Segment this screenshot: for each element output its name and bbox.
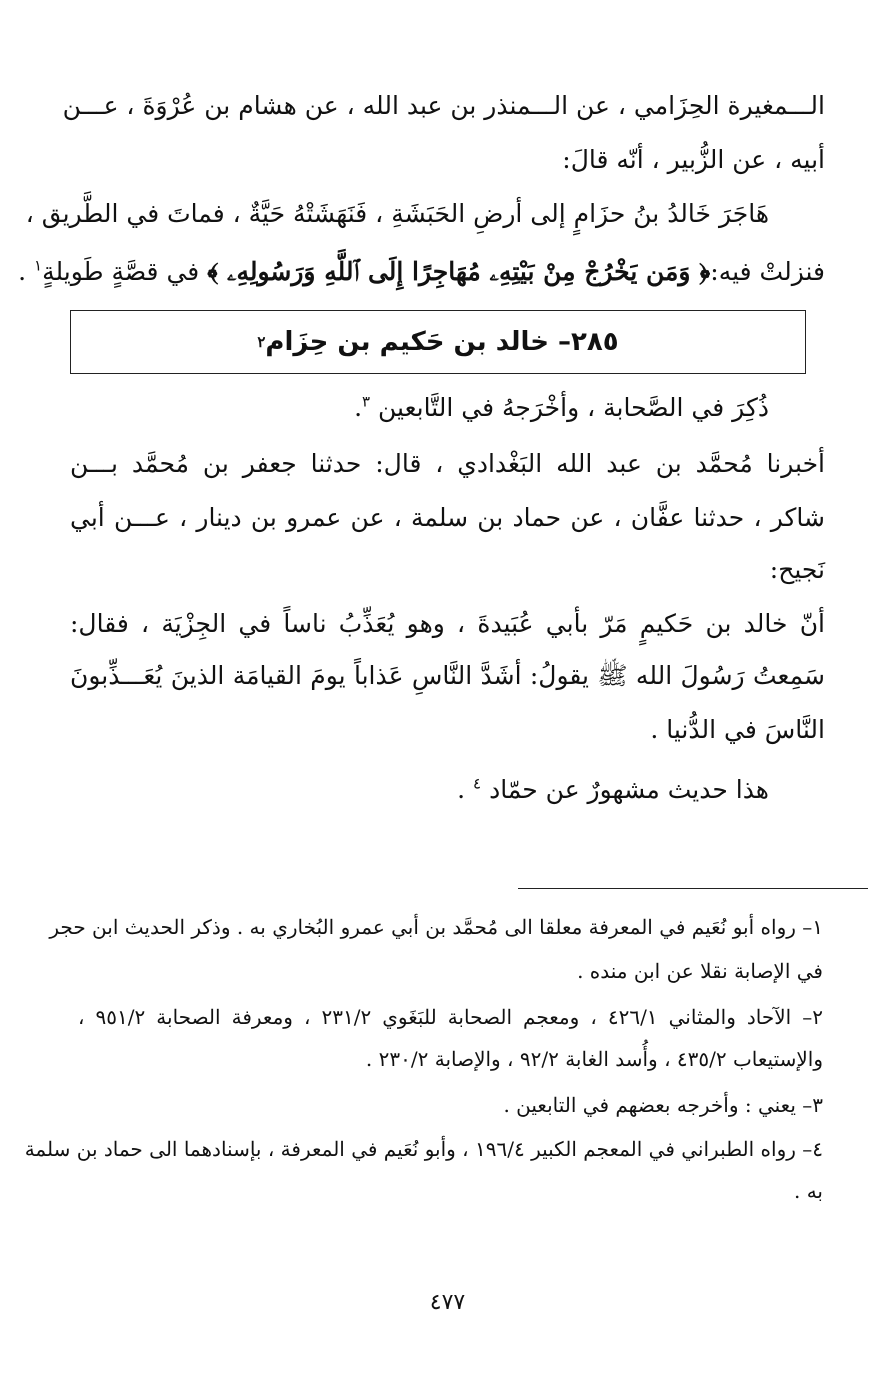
text-line: سَمِعتُ رَسُولَ الله ﷺ يقولُ: أشَدَّ النَّاسِ عَذاباً يومَ القيامَة الذينَ يُعَـــذِّبونَ [70, 661, 825, 690]
line-end: . [457, 775, 474, 804]
text-line-quran [18, 254, 825, 294]
text-line: الـــمغيرة الحِزَامي ، عن الـــمنذر بن عبد الله ، عن هشام بن عُرْوَةَ ، عـــن [62, 91, 825, 120]
text-line [70, 390, 769, 430]
footnote-separator [518, 888, 868, 889]
line-suffix: في قصَّةٍ طَويلةٍ [42, 257, 208, 286]
text-line: شاكر ، حدثنا عفَّان ، عن حماد بن سلمة ، عن عمرو بن دينار ، عـــن أبي [70, 503, 825, 532]
footnote-line: ٤– رواه الطبراني في المعجم الكبير ١٩٦/٤ ، وأبو نُعَيم في المعرفة ، بإسنادهما الى حماد بن سلمة [24, 1137, 823, 1161]
section-title-box: ٢٨٥– خالد بن حَكيم بن حِزَام ٢ [70, 310, 806, 374]
text-line: أخبرنا مُحمَّد بن عبد الله البَغْدادي ، قال: حدثنا جعفر بن مُحمَّد بـــن [70, 449, 825, 478]
section-title: ٢٨٥– خالد بن حَكيم بن حِزَام [265, 327, 619, 357]
footnote-ref: ٤ [473, 774, 482, 793]
text-line: النَّاسَ في الدُّنيا . [650, 715, 825, 744]
line-prefix: فنزلتْ فيه: [710, 257, 825, 286]
text-line: أنّ خالد بن حَكيمٍ مَرّ بأبي عُبَيدةَ ، وهو يُعَذِّبُ ناساً في الجِزْيَة ، فقال: [70, 609, 825, 638]
line-text: ذُكِرَ في الصَّحابة ، وأخْرَجهُ في التَّابعين [378, 393, 769, 422]
line-end: . [354, 393, 363, 422]
page-number: ٤٧٧ [429, 1290, 466, 1315]
line-end: . [18, 257, 35, 286]
text-line: أبيه ، عن الزُّبير ، أنّه قالَ: [562, 145, 825, 174]
text-line [70, 772, 769, 812]
text-line: هَاجَرَ خَالدُ بنُ حزَامٍ إلى أرضِ الحَبَشَةِ ، فَنَهَشَتْهُ حَيَّةٌ ، فماتَ في الطَّريق ، [25, 199, 769, 228]
footnote-ref: ١ [34, 256, 43, 275]
footnote-line: به . [793, 1179, 823, 1203]
footnote-line: ٣– يعني : وأخرجه بعضهم في التابعين . [503, 1093, 823, 1117]
quran-verse: ﴿ وَمَن يَخْرُجْ مِنْ بَيْتِهِۦ مُهَاجِرًا إِلَى ٱللَّهِ وَرَسُولِهِۦ ﴾ [207, 257, 711, 286]
text-line: نَجيح: [769, 555, 825, 584]
footnote-line: في الإصابة نقلا عن ابن منده . [577, 959, 823, 983]
footnote-line: ١– رواه أبو نُعَيم في المعرفة معلقا الى مُحمَّد بن أبي عمرو البُخاري به . وذكر الحديث ابن حجر [49, 915, 823, 939]
footnote-line: ٢– الآحاد والمثاني ٤٢٦/١ ، ومعجم الصحابة للبَغَوي ٢٣١/٢ ، ومعرفة الصحابة ٩٥١/٢ ، [78, 1005, 824, 1029]
line-text: هذا حديث مشهورٌ عن حمّاد [489, 775, 769, 804]
footnote-line: والإستيعاب ٤٣٥/٢ ، وأُسد الغابة ٩٢/٢ ، والإصابة ٢٣٠/٢ . [365, 1047, 823, 1071]
footnote-ref: ٣ [362, 392, 371, 411]
